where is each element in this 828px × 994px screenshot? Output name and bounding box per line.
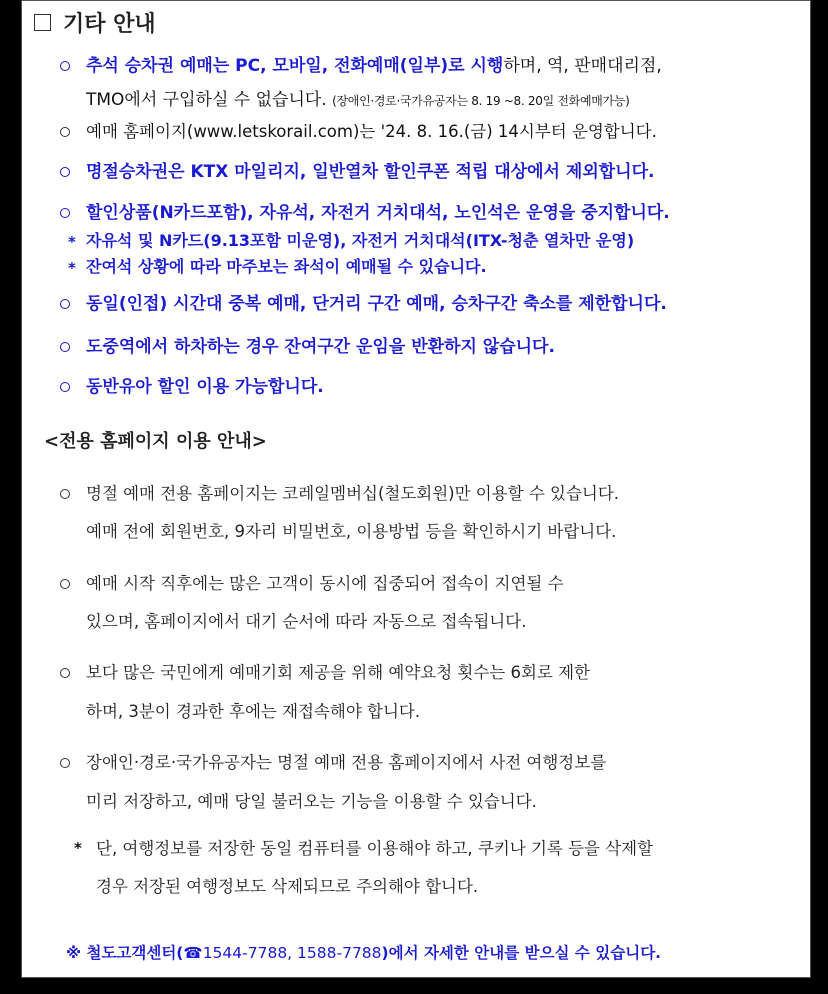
info-3-line-1: 보다 많은 국민에게 예매기회 제공을 위해 예약요청 횟수는 6회로 제한 (86, 663, 590, 682)
notice-1-rest: 하며, 역, 판매대리점, (503, 56, 662, 76)
notice-7: 동반유아 할인 이용 가능합니다. (86, 377, 324, 397)
footer-prefix: ※ 철도고객센터( (66, 944, 184, 962)
notice-1-line-1 (86, 54, 662, 78)
notice-4: 할인상품(N카드포함), 자유석, 자전거 거치대석, 노인석은 운영을 중지합니다. (86, 203, 670, 223)
info-4-line-2: 미리 저장하고, 예매 당일 불러오는 기능을 이용할 수 있습니다. (86, 792, 537, 811)
info-1-line-2: 예매 전에 회원번호, 9자리 비밀번호, 이용방법 등을 확인하시기 바랍니다. (86, 522, 617, 541)
heading-text: 기타 안내 (63, 11, 156, 37)
checkbox-icon (34, 14, 51, 31)
section-heading (34, 3, 156, 41)
asterisk-icon: * (74, 839, 82, 857)
asterisk-icon: * (68, 233, 76, 251)
notice-1-bold: 추석 승차권 예매는 PC, 모바일, 전화예매(일부)로 시행 (86, 56, 504, 76)
phone-numbers: ☎1544-7788, 1588-7788 (183, 944, 382, 962)
notice-page (21, 0, 811, 978)
sub-note-1: 자유석 및 N카드(9.13포함 미운영), 자전거 거치대석(ITX-청춘 열차만 운영) (86, 231, 635, 250)
info-4-line-1: 장애인·경로·국가유공자는 명절 예매 전용 홈페이지에서 사전 여행정보를 (86, 753, 607, 772)
asterisk-icon: * (68, 259, 76, 277)
info-5-line-1: 단, 여행정보를 저장한 동일 컴퓨터를 이용해야 하고, 쿠키나 기록 등을 삭제할 (96, 839, 654, 858)
info-5-line-2: 경우 저장된 여행정보도 삭제되므로 주의해야 합니다. (96, 877, 479, 896)
notice-6: 도중역에서 하차하는 경우 잔여구간 운임을 반환하지 않습니다. (86, 337, 555, 357)
sub-note-2: 잔여석 상황에 따라 마주보는 좌석이 예매될 수 있습니다. (86, 257, 487, 276)
notice-1-line-2 (86, 88, 630, 113)
info-2-line-1: 예매 시작 직후에는 많은 고객이 동시에 집중되어 접속이 지연될 수 (86, 574, 564, 593)
bullet-icon (60, 758, 70, 768)
bullet-icon (60, 382, 70, 392)
section-title: <전용 홈페이지 이용 안내> (44, 431, 267, 452)
bullet-icon (60, 167, 70, 177)
bullet-icon (60, 127, 70, 137)
info-1-line-1: 명절 예매 전용 홈페이지는 코레일멤버십(철도회원)만 이용할 수 있습니다. (86, 484, 620, 503)
bullet-icon (60, 579, 70, 589)
notice-3: 명절승차권은 KTX 마일리지, 일반열차 할인쿠폰 적립 대상에서 제외합니다. (86, 162, 655, 182)
customer-center-note (66, 941, 661, 963)
info-2-line-2: 있으며, 홈페이지에서 대기 순서에 따라 자동으로 접속됩니다. (86, 612, 527, 631)
bullet-icon (60, 489, 70, 499)
bullet-icon (60, 668, 70, 678)
notice-1-text: TMO에서 구입하실 수 없습니다. (86, 90, 327, 110)
notice-5: 동일(인접) 시간대 중복 예매, 단거리 구간 예매, 승차구간 축소를 제한합니다. (86, 294, 667, 314)
notice-2: 예매 홈페이지(www.letskorail.com)는 '24. 8. 16.(금) 14시부터 운영합니다. (86, 122, 657, 141)
bullet-icon (60, 208, 70, 218)
bullet-icon (60, 342, 70, 352)
bullet-icon (60, 299, 70, 309)
footer-suffix: )에서 자세한 안내를 받으실 수 있습니다. (381, 944, 662, 962)
info-3-line-2: 하며, 3분이 경과한 후에는 재접속해야 합니다. (86, 702, 421, 721)
bullet-icon (60, 61, 70, 71)
notice-1-small-note: (장애인·경로·국가유공자는 8. 19 ~8. 20일 전화예매가능) (332, 94, 630, 108)
